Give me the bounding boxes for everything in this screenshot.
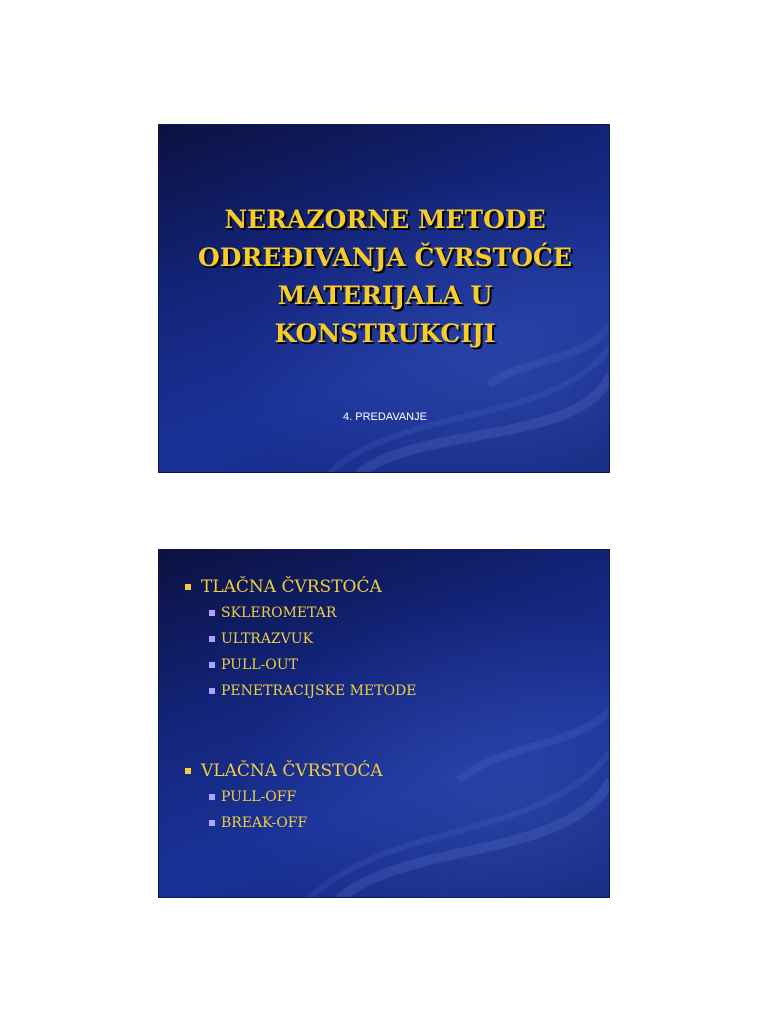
bullet-heading: TLAČNA ČVRSTOĆA [201,577,382,597]
bullet-text: ULTRAZVUK [221,631,314,647]
list-item [185,626,595,652]
title-line: ODREĐIVANJA ČVRSTOĆE [198,243,572,272]
bullet-text: SKLEROMETAR [221,605,337,621]
bullet-text: PULL-OUT [221,657,298,673]
title-line: KONSTRUKCIJI [274,319,496,348]
square-bullet-icon [185,584,191,590]
list-item [185,678,595,704]
square-bullet-icon [209,636,215,642]
square-bullet-icon [209,794,215,800]
bullet-heading: VLAČNA ČVRSTOĆA [201,761,383,781]
slide-subtitle: 4. PREDAVANJE [343,411,427,423]
list-spacer [185,704,595,758]
list-item [185,758,595,784]
square-bullet-icon [209,820,215,826]
title-line: NERAZORNE METODE [224,205,546,234]
bullet-text: PENETRACIJSKE METODE [221,683,417,699]
list-item [185,810,595,836]
bullet-text: BREAK-OFF [221,815,308,831]
square-bullet-icon [209,688,215,694]
list-item [185,574,595,600]
list-item [185,652,595,678]
square-bullet-icon [209,610,215,616]
square-bullet-icon [185,768,191,774]
slide-2 [158,549,610,898]
square-bullet-icon [209,662,215,668]
bullet-text: PULL-OFF [221,789,297,805]
bullet-list [185,574,595,836]
list-item [185,784,595,810]
slide-title [169,201,601,353]
list-item [185,600,595,626]
slide-1 [158,124,610,473]
title-line: MATERIJALA U [277,281,493,310]
